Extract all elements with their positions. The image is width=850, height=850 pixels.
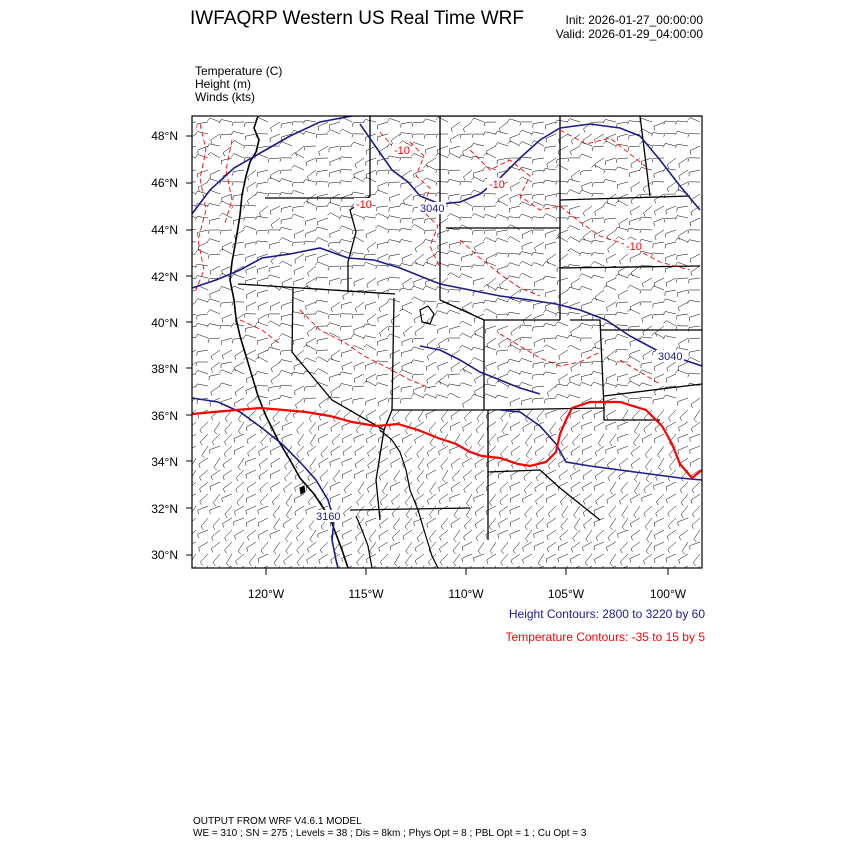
lon-label-105: 105°W [547, 587, 585, 601]
lon-label-100: 100°W [649, 587, 687, 601]
height-contour-legend: Height Contours: 2800 to 3220 by 60 [508, 607, 705, 621]
lat-label-42: 42°N [151, 270, 178, 284]
lat-label-32: 32°N [151, 502, 178, 516]
plot-title: IWFAQRP Western US Real Time WRF [190, 8, 524, 29]
model-info-line-2: WE = 310 ; SN = 275 ; Levels = 38 ; Dis = 8km ; Phys Opt = 8 ; PBL Opt = 1 ; Cu Opt = 3 [193, 828, 587, 839]
model-info-line-1: OUTPUT FROM WRF V4.6.1 MODEL [193, 816, 362, 827]
variable-temperature: Temperature (C) [195, 64, 283, 78]
lat-label-48: 48°N [151, 129, 178, 143]
lat-label-36: 36°N [151, 409, 178, 423]
init-time: Init: 2026-01-27_00:00:00 [565, 13, 703, 27]
latitude-labels [151, 129, 178, 562]
map-background [192, 116, 702, 568]
lat-label-40: 40°N [151, 316, 178, 330]
height-label-2: 3040 [658, 351, 683, 363]
temp-label-2: -10 [489, 179, 505, 191]
variable-height: Height (m) [195, 77, 252, 91]
lat-label-38: 38°N [151, 362, 178, 376]
salton-sea [300, 486, 305, 494]
lat-label-46: 46°N [151, 176, 178, 190]
lon-label-110: 110°W [448, 587, 484, 601]
lon-label-120: 120°W [247, 587, 285, 601]
temp-label-4: -10 [626, 241, 642, 253]
lat-label-44: 44°N [151, 223, 178, 237]
temp-label-3: -10 [356, 199, 372, 211]
longitude-labels [248, 587, 687, 601]
height-label-3: 3160 [316, 511, 341, 523]
height-label-1: 3040 [420, 203, 445, 215]
temperature-contour-legend: Temperature Contours: -35 to 15 by 5 [505, 630, 705, 644]
lat-label-34: 34°N [151, 455, 178, 469]
lat-label-30: 30°N [151, 548, 178, 562]
variable-winds: Winds (kts) [195, 90, 255, 104]
lon-label-115: 115°W [348, 587, 384, 601]
temp-label-1: -10 [394, 145, 410, 157]
valid-time: Valid: 2026-01-29_04:00:00 [555, 27, 703, 41]
